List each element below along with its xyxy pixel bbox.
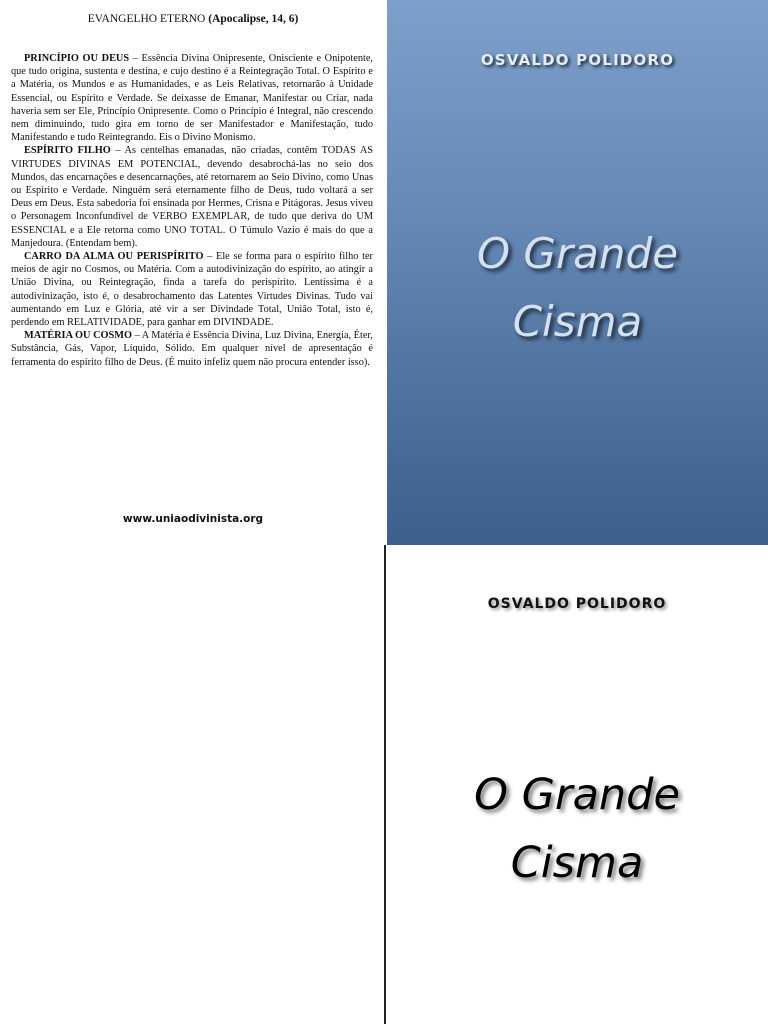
paragraph-espirito-filho [11,144,373,250]
front-cover-page [387,0,768,545]
paragraph-text: – Ele se forma para o espírito filho ter meios de agir no Cosmos, ou Matéria. Com a autodivinização do espírito, ao atingir a União Divina, ou Reintegração, finda a tarefa do perispírito. Lentíssima é a autodivinização, isto é, o desabrochamento das Latentes Virtudes Divinas. Tudo vai aumentando em Luz e Glória, até vir a ser Divindade Total, União Total, isto é, perdendo em RELATIVIDADE, para ganhar em DIVINDADE. [11,251,373,329]
paragraph-term: ESPÍRITO FILHO [24,145,111,157]
cover-title-line-1: O Grande [476,229,679,278]
heading-title: EVANGELHO ETERNO [87,13,206,25]
website-link[interactable]: www.uniaodivinista.org [122,513,264,525]
paragraph-term: MATÉRIA OU COSMO [24,330,132,342]
title-page-book-title [386,761,768,897]
cover-title-line-2: Cisma [512,297,643,346]
title-page-line-2: Cisma [510,838,644,888]
heading-reference: (Apocalipse, 14, 6) [208,13,299,25]
title-page [386,545,768,1024]
paragraph-principio [11,52,373,144]
paragraph-term: CARRO DA ALMA OU PERISPÍRITO [24,251,204,263]
blank-page [0,545,384,1024]
cover-author-name: OSVALDO POLIDORO [480,51,675,69]
title-page-author-name: OSVALDO POLIDORO [487,596,667,612]
paragraph-perispirito [11,250,373,329]
back-cover-body [11,52,373,369]
paragraph-text: – As centelhas emanadas, não criadas, contêm TODAS AS VIRTUDES DIVINAS EM POTENCIAL, devendo desabrochá-las no seio dos Mundos, das encarnações e desencarnações, até retornarem ao Seio Divino, como Unas ou Espírito e Verdade. Ninguém será eternamente filho de Deus, tudo voltará a ser Deus em Deus. Esta sabedoria foi ensinada por Hermes, Crisna e Pitágoras. Jesus viveu o Personagem Inconfundível de VERBO EXEMPLAR, de tudo que deriva do UM ESSENCIAL e a Ele retorna como UNO TOTAL. O Túmulo Vazio é mais do que a Manjedoura. (Entendam bem). [11,145,373,249]
back-cover-heading [0,13,386,25]
paragraph-materia [11,329,373,369]
title-page-line-1: O Grande [474,770,680,820]
cover-book-title [387,220,768,356]
paragraph-term: PRINCÍPIO OU DEUS [24,53,130,64]
paragraph-text: – A Matéria é Essência Divina, Luz Divina, Energia, Éter, Substância, Gás, Vapor, Líquido, Sólido. Em qualquer nível de apresentação é ferramenta do espírito filho de Deus. (É muito infeliz quem não procura entender isso). [11,330,373,368]
back-cover-page [0,0,386,545]
paragraph-text: – Essência Divina Onipresente, Onisciente e Onipotente, que tudo origina, sustenta e destina, e cujo destino é a Reintegração Total. O Espírito e a Matéria, os Mundos e as Humanidades, e as Leis Relativas, retornarão à Unidade Essencial, ou Espírito e Verdade. Se deixasse de Emanar, Manifestar ou Criar, nada haveria sem ser Ele, Princípio Onipresente. Como o Princípio é Integral, não crescendo nem diminuindo, tudo gira em torno de ser Manifestador e Manifestação, tudo Manifestando e tudo Reintegrando. Eis o Divino Monismo. [11,53,373,144]
